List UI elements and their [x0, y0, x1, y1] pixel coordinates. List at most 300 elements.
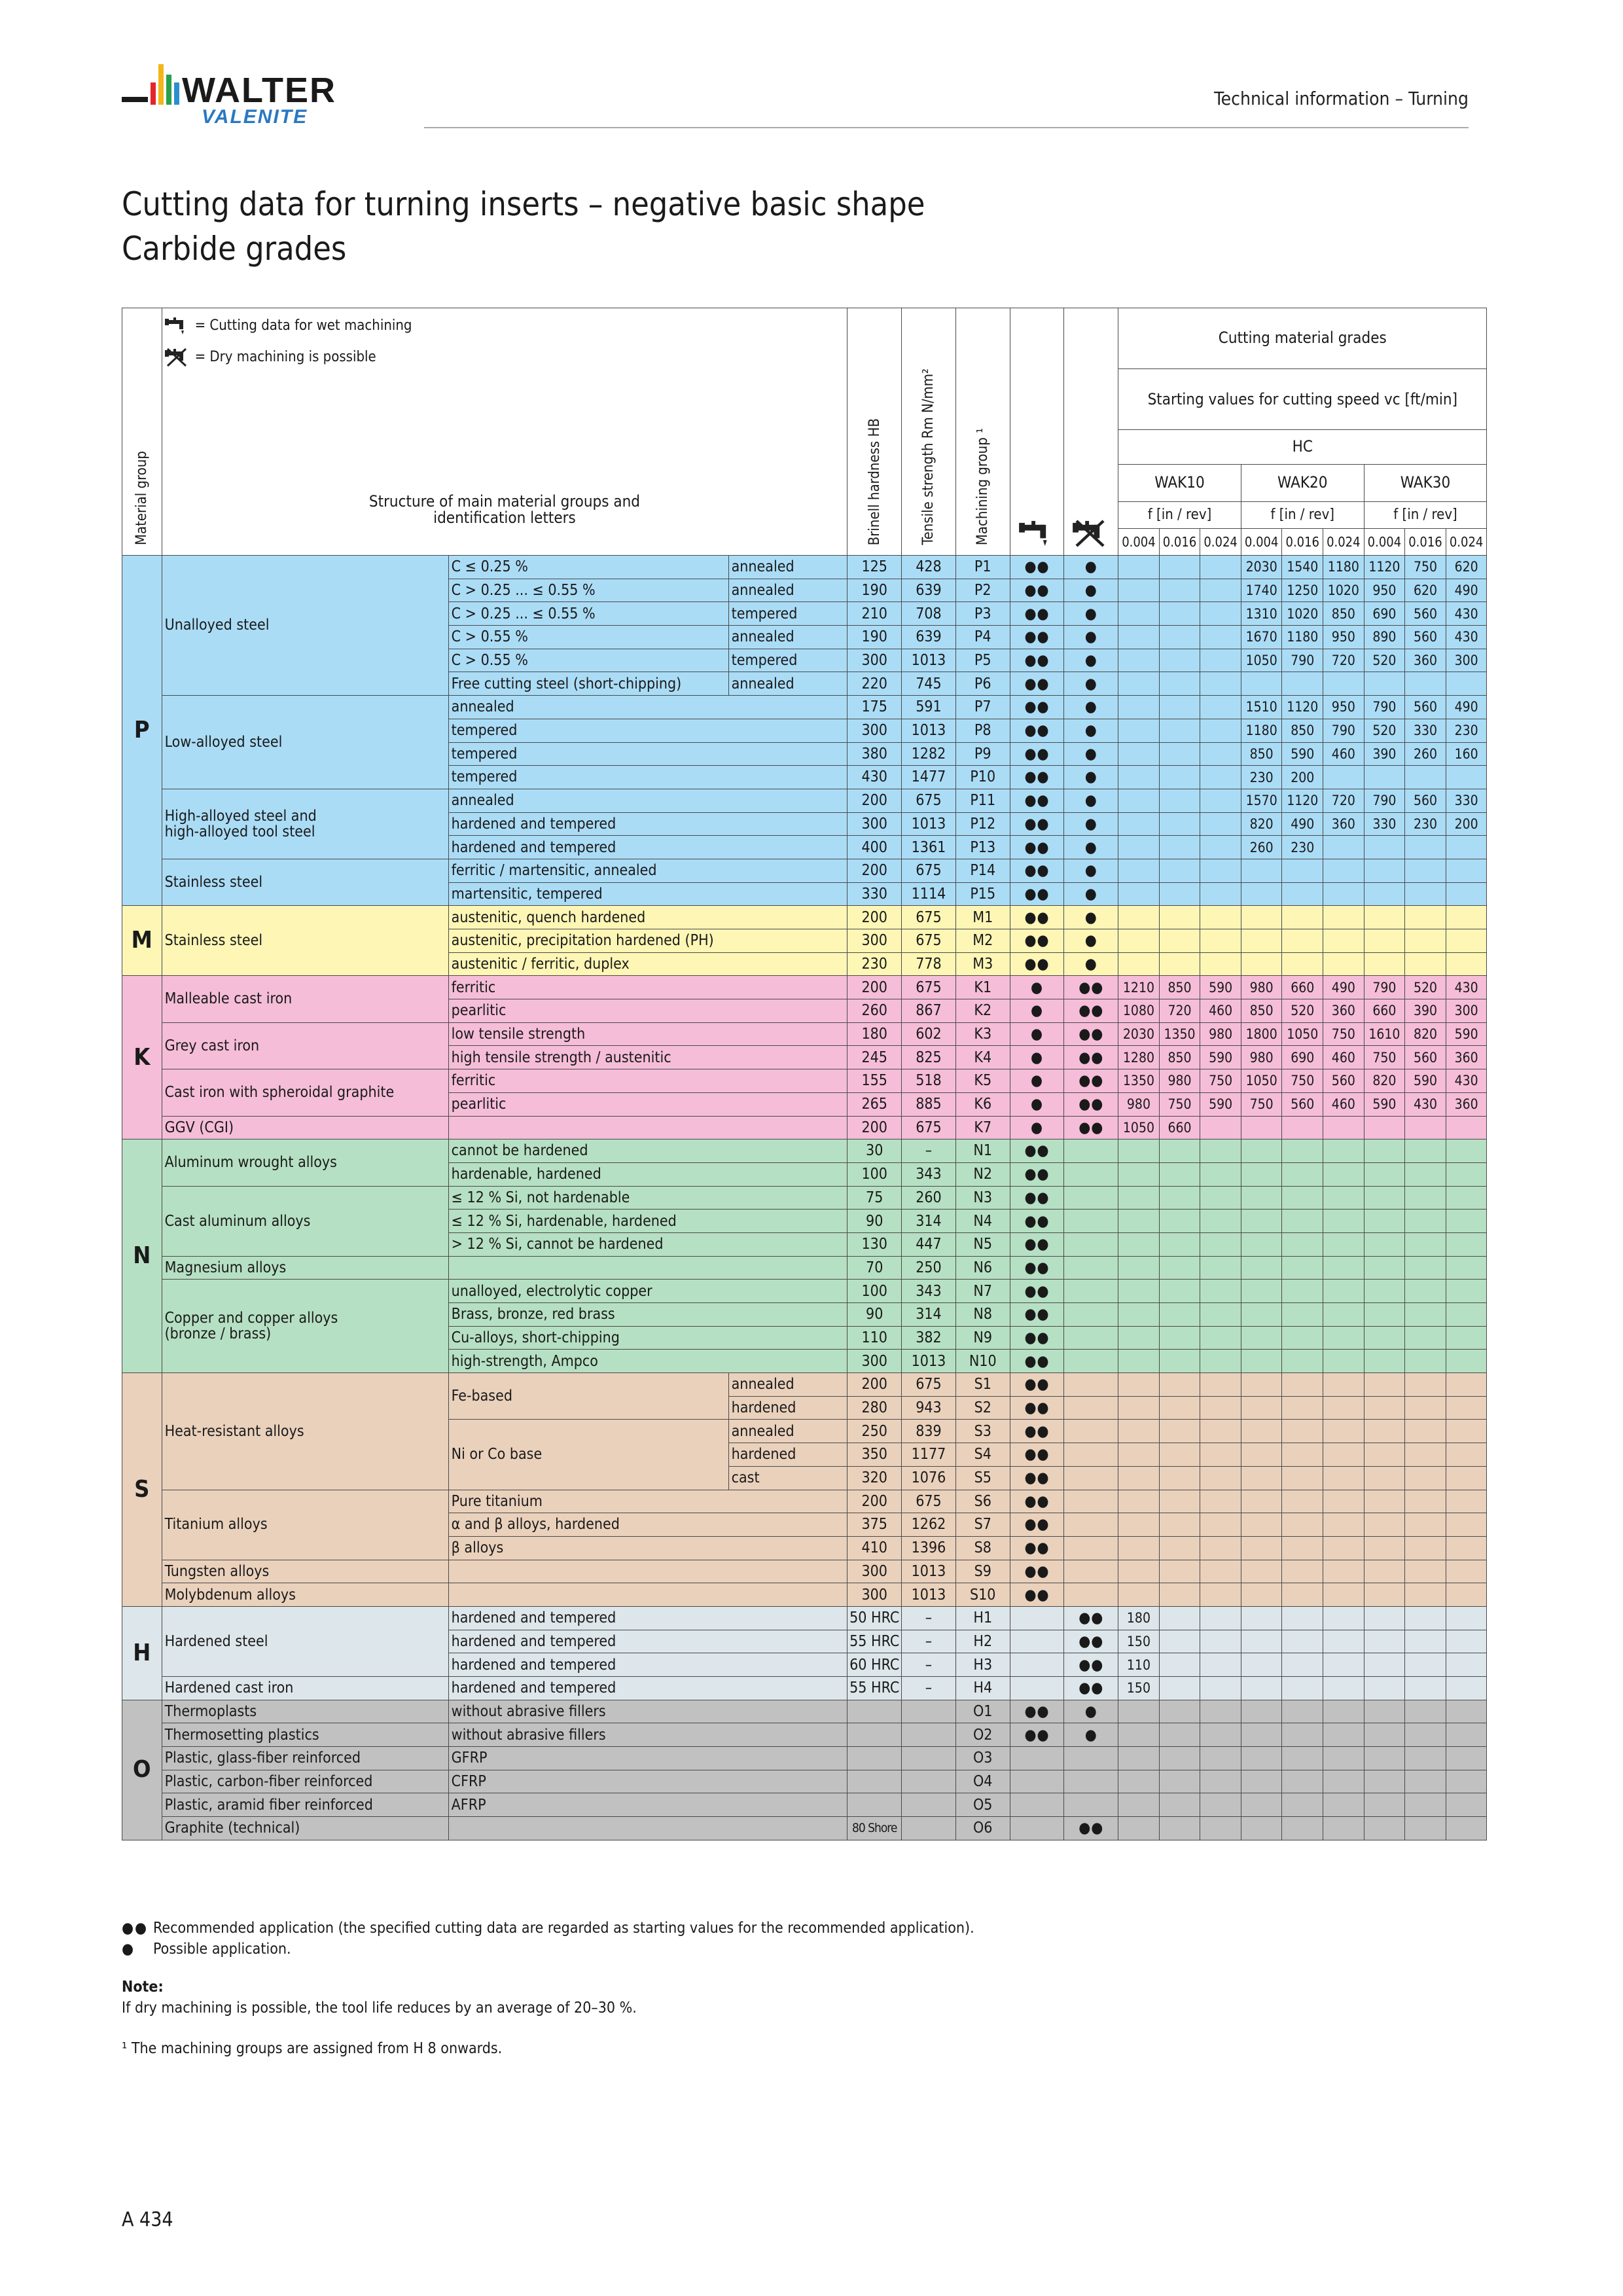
- cutting-speed-value: [1364, 1186, 1405, 1210]
- condition-cell: martensitic, tempered: [448, 882, 847, 906]
- condition-cell: hardened and tempered: [448, 1677, 847, 1700]
- cutting-speed-value: [1118, 1747, 1160, 1770]
- tensile-value: –: [902, 1630, 956, 1653]
- cutting-speed-value: [1159, 836, 1200, 859]
- cutting-speed-value: [1118, 579, 1160, 602]
- cutting-speed-value: 1120: [1364, 556, 1405, 579]
- cutting-speed-value: [1323, 1700, 1364, 1723]
- feed-value-header: 0.016: [1159, 529, 1200, 556]
- cutting-speed-value: [1118, 1793, 1160, 1817]
- cutting-speed-value: [1446, 1747, 1487, 1770]
- machining-group-value: M2: [955, 929, 1010, 953]
- cutting-speed-value: [1364, 1747, 1405, 1770]
- cutting-speed-value: [1364, 1513, 1405, 1537]
- cutting-speed-value: [1159, 742, 1200, 766]
- machining-group-value: S10: [955, 1583, 1010, 1607]
- cutting-speed-value: [1241, 1606, 1282, 1630]
- cutting-speed-value: [1446, 1116, 1487, 1139]
- cutting-speed-value: [1446, 906, 1487, 929]
- brinell-value: 320: [847, 1466, 902, 1490]
- cutting-speed-value: [1364, 1723, 1405, 1747]
- cutting-speed-value: [1405, 1232, 1446, 1256]
- cutting-speed-value: [1241, 1677, 1282, 1700]
- dry-rating: ●: [1064, 882, 1118, 906]
- dry-rating: [1064, 1186, 1118, 1210]
- dry-rating: [1064, 1536, 1118, 1560]
- cutting-speed-value: 1180: [1282, 626, 1323, 649]
- cutting-speed-value: [1200, 1186, 1241, 1210]
- cutting-speed-value: 1120: [1282, 789, 1323, 812]
- brinell-value: 210: [847, 602, 902, 626]
- recommended-symbol: ●●: [122, 1920, 149, 1937]
- cutting-speed-value: [1241, 672, 1282, 696]
- cutting-speed-value: [1364, 1560, 1405, 1583]
- cutting-speed-value: [1323, 1630, 1364, 1653]
- cutting-speed-value: [1282, 1747, 1323, 1770]
- dry-rating: ●: [1064, 1723, 1118, 1747]
- cutting-speed-value: [1282, 1210, 1323, 1233]
- tensile-value: 1013: [902, 1560, 956, 1583]
- cutting-speed-value: [1241, 1490, 1282, 1513]
- cutting-speed-value: [1282, 1677, 1323, 1700]
- row-spacer: [1487, 999, 1623, 1023]
- row-spacer: [1487, 1466, 1623, 1490]
- cutting-speed-value: 820: [1241, 812, 1282, 836]
- cutting-speed-value: [1200, 1139, 1241, 1163]
- dry-rating: ●: [1064, 579, 1118, 602]
- cutting-speed-value: [1159, 882, 1200, 906]
- cutting-speed-value: [1282, 1583, 1323, 1607]
- cutting-speed-value: [1405, 1653, 1446, 1677]
- cutting-speed-value: [1241, 1583, 1282, 1607]
- cutting-speed-value: [1282, 1350, 1323, 1373]
- cutting-speed-value: 1020: [1323, 579, 1364, 602]
- machining-group-value: N5: [955, 1232, 1010, 1256]
- cutting-speed-value: [1118, 1280, 1160, 1303]
- cutting-speed-value: [1241, 952, 1282, 976]
- tensile-value: 639: [902, 579, 956, 602]
- cutting-speed-value: [1405, 1583, 1446, 1607]
- machining-group-value: K4: [955, 1046, 1010, 1069]
- wet-rating: ●: [1010, 1022, 1064, 1046]
- cutting-speed-value: [1159, 1326, 1200, 1350]
- subgroup-name: High-alloyed steel and high-alloyed tool steel: [162, 789, 448, 859]
- table-row: [122, 1069, 1623, 1093]
- machining-group-value: S6: [955, 1490, 1010, 1513]
- cutting-speed-value: [1159, 626, 1200, 649]
- brinell-value: 300: [847, 1560, 902, 1583]
- subgroup-name: Molybdenum alloys: [162, 1583, 448, 1607]
- wet-rating: ●: [1010, 1069, 1064, 1093]
- brinell-value: 100: [847, 1162, 902, 1186]
- condition-cell: ferritic: [448, 1069, 847, 1093]
- brinell-value: 230: [847, 952, 902, 976]
- cutting-speed-value: [1200, 649, 1241, 672]
- wet-rating: ●●: [1010, 719, 1064, 742]
- cutting-speed-value: [1159, 766, 1200, 789]
- row-spacer: [1487, 1232, 1623, 1256]
- wet-rating: ●●: [1010, 742, 1064, 766]
- dry-rating: ●●: [1064, 1022, 1118, 1046]
- cutting-speed-value: [1118, 1326, 1160, 1350]
- machining-group-value: S2: [955, 1396, 1010, 1420]
- condition-cell: [448, 1560, 847, 1583]
- cutting-speed-value: 1280: [1118, 1046, 1160, 1069]
- subgroup-name: Tungsten alloys: [162, 1560, 448, 1583]
- cutting-speed-value: [1323, 1232, 1364, 1256]
- dry-rating: ●: [1064, 952, 1118, 976]
- tensile-value: 260: [902, 1186, 956, 1210]
- footnote: ¹ The machining groups are assigned from H 8 onwards.: [122, 2040, 503, 2057]
- dry-rating: [1064, 1770, 1118, 1793]
- condition-cell: GFRP: [448, 1747, 847, 1770]
- table-row: [122, 789, 1623, 812]
- cutting-speed-value: 660: [1282, 976, 1323, 999]
- cutting-speed-value: [1323, 1606, 1364, 1630]
- cutting-speed-value: [1241, 1653, 1282, 1677]
- table-row: [122, 556, 1623, 579]
- cutting-speed-value: [1241, 1513, 1282, 1537]
- cutting-speed-value: 720: [1323, 649, 1364, 672]
- row-spacer: [1487, 1513, 1623, 1537]
- row-spacer: [1487, 649, 1623, 672]
- row-spacer: [1487, 556, 1623, 579]
- machining-group-value: H3: [955, 1653, 1010, 1677]
- cutting-speed-value: [1405, 1513, 1446, 1537]
- cutting-speed-value: [1323, 1303, 1364, 1327]
- feed-label-wak10: f [in / rev]: [1118, 502, 1241, 529]
- dry-rating: ●: [1064, 859, 1118, 882]
- wet-rating: ●●: [1010, 1420, 1064, 1443]
- cutting-speed-value: [1446, 1232, 1487, 1256]
- cutting-speed-value: [1323, 766, 1364, 789]
- wet-rating: ●●: [1010, 1583, 1064, 1607]
- tensile-value: 885: [902, 1092, 956, 1116]
- machining-group-value: N9: [955, 1326, 1010, 1350]
- row-spacer: [1487, 836, 1623, 859]
- cutting-speed-value: [1405, 1350, 1446, 1373]
- cutting-speed-value: 200: [1446, 812, 1487, 836]
- structure-header: Structure of main material groups and identification letters: [162, 465, 847, 556]
- cutting-speed-value: [1200, 626, 1241, 649]
- legend-wet: = Cutting data for wet machining: [165, 308, 845, 340]
- cutting-speed-value: [1159, 1606, 1200, 1630]
- cutting-speed-value: [1364, 952, 1405, 976]
- treatment-cell: annealed: [728, 626, 847, 649]
- cutting-speed-value: [1159, 1723, 1200, 1747]
- brinell-value: [847, 1700, 902, 1723]
- cutting-speed-value: [1118, 1443, 1160, 1467]
- wet-rating: ●●: [1010, 649, 1064, 672]
- brinell-value: 100: [847, 1280, 902, 1303]
- treatment-cell: tempered: [728, 602, 847, 626]
- treatment-cell: annealed: [728, 1420, 847, 1443]
- brinell-value: 175: [847, 696, 902, 719]
- cutting-speed-value: [1446, 952, 1487, 976]
- cutting-speed-value: 230: [1241, 766, 1282, 789]
- brinell-value: 200: [847, 859, 902, 882]
- cutting-speed-value: [1118, 1513, 1160, 1537]
- row-spacer: [1487, 789, 1623, 812]
- cutting-speed-value: [1159, 1420, 1200, 1443]
- cutting-speed-value: [1405, 1817, 1446, 1840]
- wet-rating: ●●: [1010, 602, 1064, 626]
- cutting-speed-value: [1241, 1770, 1282, 1793]
- cutting-speed-value: [1282, 1232, 1323, 1256]
- wet-rating: ●●: [1010, 1443, 1064, 1467]
- treatment-cell: annealed: [728, 556, 847, 579]
- cutting-speed-value: 790: [1282, 649, 1323, 672]
- cutting-speed-value: 950: [1364, 579, 1405, 602]
- machining-group-value: P13: [955, 836, 1010, 859]
- subgroup-name: Thermosetting plastics: [162, 1723, 448, 1747]
- machining-group-value: K5: [955, 1069, 1010, 1093]
- cutting-speed-value: [1118, 882, 1160, 906]
- cutting-speed-value: [1200, 1396, 1241, 1420]
- brinell-value: 190: [847, 579, 902, 602]
- condition-cell: Cu-alloys, short-chipping: [448, 1326, 847, 1350]
- brinell-value: 300: [847, 1583, 902, 1607]
- cutting-speed-value: [1364, 906, 1405, 929]
- row-spacer: [1487, 719, 1623, 742]
- cutting-speed-value: 1050: [1241, 1069, 1282, 1093]
- cutting-speed-value: [1118, 859, 1160, 882]
- brinell-value: 110: [847, 1326, 902, 1350]
- cutting-speed-value: [1200, 1700, 1241, 1723]
- tensile-value: [902, 1700, 956, 1723]
- wet-rating: ●●: [1010, 1396, 1064, 1420]
- cutting-speed-value: [1118, 1162, 1160, 1186]
- wet-machining-tap-icon: [165, 316, 190, 336]
- cutting-speed-value: 1210: [1118, 976, 1160, 999]
- table-row: [122, 906, 1623, 929]
- table-row: [122, 1280, 1623, 1303]
- cutting-speed-value: [1323, 929, 1364, 953]
- cutting-speed-value: 690: [1282, 1046, 1323, 1069]
- cutting-speed-value: [1405, 952, 1446, 976]
- machining-group-value: N8: [955, 1303, 1010, 1327]
- machining-group-value: N4: [955, 1210, 1010, 1233]
- table-right-spacer: [1487, 308, 1623, 556]
- cutting-speed-value: [1364, 1700, 1405, 1723]
- legend-cell: [162, 308, 847, 465]
- cutting-speed-value: [1200, 1606, 1241, 1630]
- cutting-speed-value: 200: [1282, 766, 1323, 789]
- cutting-speed-value: [1118, 1700, 1160, 1723]
- cutting-speed-value: [1241, 1420, 1282, 1443]
- cutting-speed-value: [1405, 836, 1446, 859]
- cutting-speed-value: 590: [1200, 976, 1241, 999]
- cutting-speed-value: 750: [1323, 1022, 1364, 1046]
- machining-group-value: K7: [955, 1116, 1010, 1139]
- cutting-speed-value: [1159, 1350, 1200, 1373]
- dry-rating: [1064, 1466, 1118, 1490]
- treatment-cell: annealed: [728, 672, 847, 696]
- cutting-speed-value: [1282, 1420, 1323, 1443]
- cutting-speed-value: [1364, 1350, 1405, 1373]
- cutting-speed-value: [1241, 1817, 1282, 1840]
- cutting-speed-value: [1405, 1630, 1446, 1653]
- title-line-1: Cutting data for turning inserts – negative basic shape: [122, 185, 925, 223]
- cutting-speed-value: [1118, 1256, 1160, 1280]
- cutting-speed-value: [1323, 1490, 1364, 1513]
- cutting-speed-value: 260: [1241, 836, 1282, 859]
- tensile-value: [902, 1817, 956, 1840]
- cutting-speed-value: [1282, 1653, 1323, 1677]
- cutting-speed-value: [1446, 1653, 1487, 1677]
- cutting-speed-value: [1200, 579, 1241, 602]
- row-spacer: [1487, 1490, 1623, 1513]
- cutting-speed-value: [1159, 1793, 1200, 1817]
- dry-rating: [1064, 1747, 1118, 1770]
- cutting-speed-value: [1364, 859, 1405, 882]
- cutting-speed-value: 1050: [1282, 1022, 1323, 1046]
- cutting-speed-value: [1241, 1560, 1282, 1583]
- cutting-speed-value: [1446, 1677, 1487, 1700]
- cutting-speed-value: 1670: [1241, 626, 1282, 649]
- brinell-value: 190: [847, 626, 902, 649]
- tensile-value: 343: [902, 1280, 956, 1303]
- tensile-value: [902, 1793, 956, 1817]
- cutting-speed-value: [1364, 1326, 1405, 1350]
- row-spacer: [1487, 1210, 1623, 1233]
- cutting-speed-value: 520: [1364, 649, 1405, 672]
- wet-rating: ●●: [1010, 859, 1064, 882]
- cutting-speed-value: [1405, 1466, 1446, 1490]
- cutting-speed-value: [1405, 1373, 1446, 1397]
- cutting-speed-value: [1446, 1162, 1487, 1186]
- cutting-speed-value: [1200, 696, 1241, 719]
- legend-possible: [122, 1939, 974, 1960]
- machining-group-value: O3: [955, 1747, 1010, 1770]
- cutting-speed-value: 1250: [1282, 579, 1323, 602]
- cutting-speed-value: [1405, 1700, 1446, 1723]
- tensile-value: 778: [902, 952, 956, 976]
- row-spacer: [1487, 1373, 1623, 1397]
- cutting-speed-value: [1200, 602, 1241, 626]
- cutting-speed-value: [1364, 1677, 1405, 1700]
- cutting-speed-value: [1241, 1186, 1282, 1210]
- row-spacer: [1487, 859, 1623, 882]
- cutting-speed-value: [1282, 1139, 1323, 1163]
- cutting-speed-value: [1446, 1139, 1487, 1163]
- cutting-speed-value: 490: [1282, 812, 1323, 836]
- cutting-speed-value: [1118, 812, 1160, 836]
- machining-group-value: P10: [955, 766, 1010, 789]
- note-text: If dry machining is possible, the tool life reduces by an average of 20–30 %.: [122, 2000, 637, 2017]
- row-spacer: [1487, 766, 1623, 789]
- condition-cell: tempered: [448, 742, 847, 766]
- cutting-speed-value: 1180: [1323, 556, 1364, 579]
- brinell-value: 55 HRC: [847, 1630, 902, 1653]
- cutting-speed-value: [1405, 1443, 1446, 1467]
- brinell-value: 50 HRC: [847, 1606, 902, 1630]
- cutting-speed-value: [1405, 882, 1446, 906]
- cutting-speed-value: [1446, 1630, 1487, 1653]
- cutting-speed-value: 820: [1364, 1069, 1405, 1093]
- cutting-speed-value: [1323, 1350, 1364, 1373]
- condition-cell: hardenable, hardened: [448, 1162, 847, 1186]
- cutting-speed-value: [1446, 929, 1487, 953]
- row-spacer: [1487, 952, 1623, 976]
- dry-rating: ●: [1064, 929, 1118, 953]
- brinell-value: 130: [847, 1232, 902, 1256]
- cutting-speed-value: [1446, 1303, 1487, 1327]
- table-row: [122, 1817, 1623, 1840]
- row-spacer: [1487, 1653, 1623, 1677]
- cutting-speed-value: [1323, 1396, 1364, 1420]
- cutting-speed-value: [1446, 1186, 1487, 1210]
- brinell-value: [847, 1747, 902, 1770]
- cutting-speed-value: [1282, 1630, 1323, 1653]
- cutting-speed-value: 1610: [1364, 1022, 1405, 1046]
- cutting-speed-value: [1200, 1630, 1241, 1653]
- tensile-value: 1013: [902, 719, 956, 742]
- hc-header: HC: [1118, 430, 1487, 465]
- brinell-value: 265: [847, 1092, 902, 1116]
- cutting-speed-value: [1405, 859, 1446, 882]
- cutting-speed-value: 660: [1159, 1116, 1200, 1139]
- cutting-speed-value: [1159, 1630, 1200, 1653]
- dry-rating: [1064, 1373, 1118, 1397]
- cutting-speed-value: [1405, 1116, 1446, 1139]
- cutting-speed-value: 1020: [1282, 602, 1323, 626]
- cutting-speed-value: [1241, 929, 1282, 953]
- cutting-speed-value: [1200, 1373, 1241, 1397]
- cutting-speed-value: 150: [1118, 1630, 1160, 1653]
- machining-group-value: P4: [955, 626, 1010, 649]
- cutting-speed-value: 750: [1200, 1069, 1241, 1093]
- brinell-value: 260: [847, 999, 902, 1023]
- row-spacer: [1487, 742, 1623, 766]
- condition-cell: [448, 1583, 847, 1607]
- machining-group-value: N2: [955, 1162, 1010, 1186]
- cutting-speed-value: [1159, 1373, 1200, 1397]
- row-spacer: [1487, 1443, 1623, 1467]
- cutting-speed-value: [1282, 1373, 1323, 1397]
- condition-cell: ≤ 12 % Si, not hardenable: [448, 1186, 847, 1210]
- cutting-speed-value: 850: [1323, 602, 1364, 626]
- cutting-speed-value: [1323, 1513, 1364, 1537]
- dry-rating: ●: [1064, 696, 1118, 719]
- condition-cell: tempered: [448, 766, 847, 789]
- cutting-speed-value: 820: [1405, 1022, 1446, 1046]
- cutting-speed-value: [1405, 1210, 1446, 1233]
- machining-group-value: K3: [955, 1022, 1010, 1046]
- brinell-value: 375: [847, 1513, 902, 1537]
- table-row: [122, 1700, 1623, 1723]
- dry-rating: ●●: [1064, 1092, 1118, 1116]
- dry-rating: ●: [1064, 836, 1118, 859]
- tensile-value: 428: [902, 556, 956, 579]
- row-spacer: [1487, 882, 1623, 906]
- cutting-speed-value: 790: [1364, 789, 1405, 812]
- cutting-speed-value: [1364, 1817, 1405, 1840]
- brinell-value: 330: [847, 882, 902, 906]
- dry-rating: ●: [1064, 1700, 1118, 1723]
- brinell-value: 90: [847, 1303, 902, 1327]
- cutting-speed-value: [1282, 1490, 1323, 1513]
- row-spacer: [1487, 906, 1623, 929]
- treatment-cell: annealed: [728, 579, 847, 602]
- cutting-speed-value: 850: [1159, 1046, 1200, 1069]
- cutting-speed-value: [1405, 1162, 1446, 1186]
- brinell-value: 300: [847, 929, 902, 953]
- condition-cell: hardened and tempered: [448, 812, 847, 836]
- cutting-speed-value: [1241, 1700, 1282, 1723]
- cutting-speed-value: [1405, 672, 1446, 696]
- material-group-letter: O: [122, 1700, 162, 1840]
